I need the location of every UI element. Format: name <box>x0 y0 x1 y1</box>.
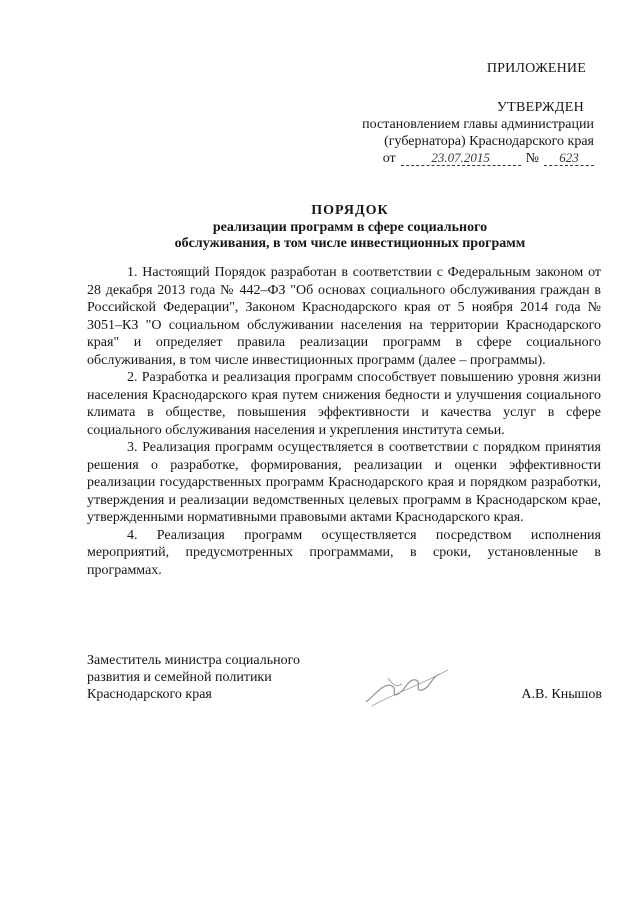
handwritten-signature <box>362 664 452 708</box>
approved-label: УТВЕРЖДЕН <box>496 100 584 115</box>
annex-label: ПРИЛОЖЕНИЕ <box>486 61 586 76</box>
title-subtitle-line-2: обслуживания, в том числе инвестиционных программ <box>174 236 526 251</box>
from-label: от <box>382 151 396 166</box>
paragraph-4: 4. Реализация программ осуществляется посредством исполнения мероприятий, предусмотренных программами, в сроки, установленные в программах. <box>87 527 601 578</box>
document-body <box>87 264 601 579</box>
document-title <box>80 203 620 252</box>
approved-by-line-1: постановлением главы администрации <box>362 117 594 132</box>
paragraph-3: 3. Реализация программ осуществляется в соответствии с порядком принятия решения о разработке, формирования, реализации и оценки эффективности реализации государственных программ Краснодарского края и порядком разработки, утверждения и реализации ведомственных целевых программ в Краснодарском крае, утвержденными нормативными правовыми актами Краснодарского края. <box>87 440 601 525</box>
approved-by-line-2: (губернатора) Краснодарского края <box>384 134 594 149</box>
paragraph-1: 1. Настоящий Порядок разработан в соответствии с Федеральным законом от 28 декабря 2013 года № 442–ФЗ "Об основах социального обслуживания граждан в Российской Федерации", Законом Краснодарского края от 5 ноября 2014 года № 3051–КЗ "О социальном обслуживании населения на территории Краснодарского края" и определяет правила реализации программ в сфере социального обслуживания, в том числе инвестиционных программ (далее – программы). <box>87 265 601 368</box>
signer-position-line-3: Краснодарского края <box>87 687 212 702</box>
signer-position-line-1: Заместитель министра социального <box>87 653 301 668</box>
handwritten-date: 23.07.2015 <box>401 150 521 166</box>
approval-stamp-block <box>344 60 594 167</box>
signature-block <box>87 652 602 703</box>
signer-position-line-2: развития и семейной политики <box>87 670 272 685</box>
signer-name: А.В. Кнышов <box>521 687 602 702</box>
number-label: № <box>525 151 539 166</box>
title-main: ПОРЯДОК <box>311 203 389 218</box>
title-subtitle-line-1: реализации программ в сфере социального <box>212 220 488 235</box>
handwritten-number: 623 <box>544 150 594 166</box>
approval-date-line <box>344 150 594 167</box>
paragraph-2: 2. Разработка и реализация программ способствует повышению уровня жизни населения Краснодарского края путем снижения бедности и улучшения социального климата в обществе, повышения эффективности и качества услуг в сфере социального обслуживания населения и укрепления института семьи. <box>87 370 601 438</box>
